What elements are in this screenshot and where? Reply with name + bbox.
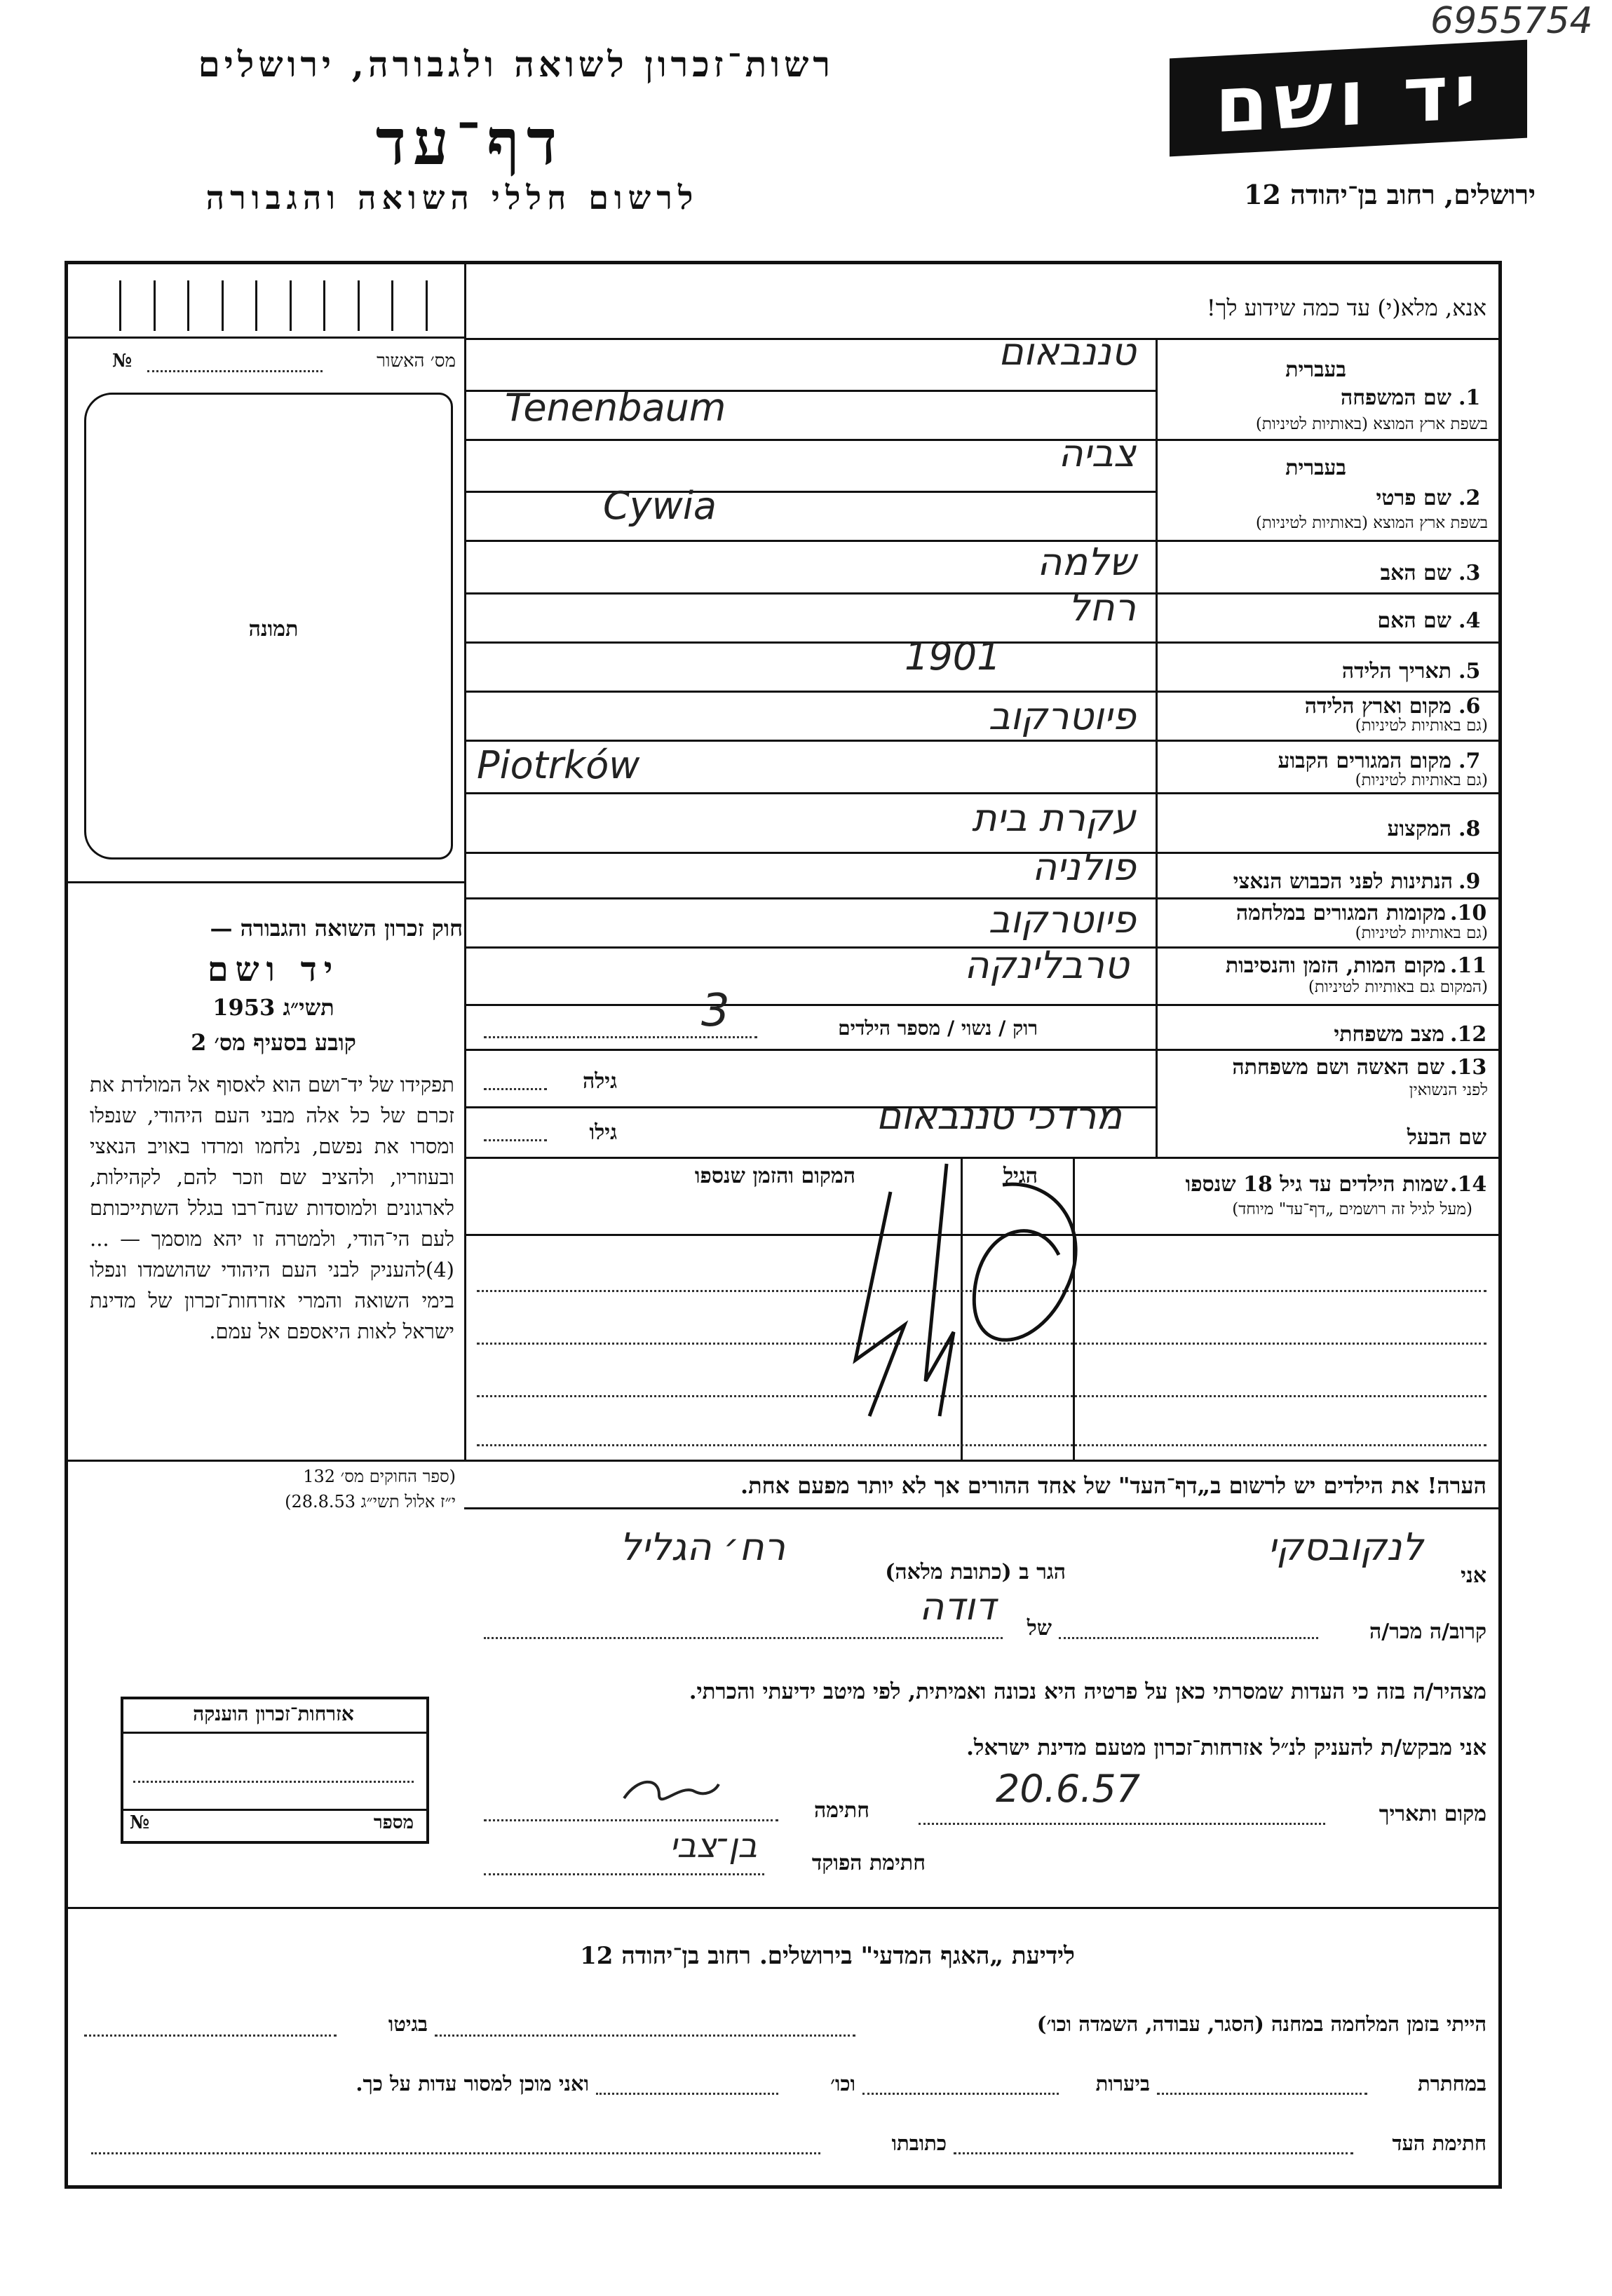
field-7-label: מקום המגורים הקבוע bbox=[1278, 749, 1451, 773]
field-12-num: 12. bbox=[1450, 1022, 1487, 1047]
children-sub: (מעל לגיל זה רושמים „דף־עד" מיוחד) bbox=[1232, 1200, 1472, 1218]
field-5-label: תאריך הלידה bbox=[1341, 659, 1451, 684]
declaration-place-date-label: מקום ותאריך bbox=[1379, 1802, 1486, 1826]
citizenship-box-title: אזרחות־זכרון הוענקה bbox=[193, 1702, 354, 1725]
field-2-value-latin: Cywia bbox=[603, 484, 717, 528]
approval-no-label: מס׳ האשור bbox=[377, 351, 456, 372]
field-11-num: 11. bbox=[1450, 953, 1487, 978]
law-citation-1: (ספר החוקים מס׳ 132 bbox=[303, 1467, 456, 1486]
bottom-title: לידיעת „האגף המדעי" בירושלים. רחוב בן־יהודה 12 bbox=[580, 1942, 1075, 1970]
field-10-num: 10. bbox=[1450, 901, 1487, 925]
declaration-place-date-value: 20.6.57 bbox=[996, 1767, 1141, 1811]
approval-ticks bbox=[119, 280, 428, 331]
field-2-sub: בשפת ארץ המוצא (באותיות לטיניות) bbox=[1255, 514, 1488, 532]
field-3-label: שם האב bbox=[1380, 561, 1451, 585]
field-9-num: 9. bbox=[1458, 869, 1481, 894]
signature-scribble bbox=[617, 1770, 722, 1812]
field-1-sub: בשפת ארץ המוצא (באותיות לטיניות) bbox=[1255, 415, 1488, 433]
field-3-num: 3. bbox=[1458, 561, 1481, 585]
field-13-sub: לפני הנשואין bbox=[1409, 1081, 1488, 1099]
cross-out-scribble bbox=[827, 1150, 1122, 1444]
declaration-ani-value: לנקובסקי bbox=[1268, 1525, 1423, 1569]
logo-text: יד ושם bbox=[1214, 46, 1482, 150]
field-2-label: שם פרטי bbox=[1376, 486, 1451, 510]
bottom-line2-c: וכו׳ bbox=[830, 2072, 855, 2095]
bottom-line2-a: במחתרת bbox=[1418, 2072, 1486, 2095]
field-6-label: מקום וארץ הלידה bbox=[1304, 694, 1451, 719]
bottom-line2-d: ואני מוכן למסור עדות על כך. bbox=[355, 2072, 589, 2095]
field-11-value: טרבלינקה bbox=[964, 943, 1129, 987]
field-1-value-latin: Tenenbaum bbox=[505, 386, 726, 430]
field-12-options: רוק / נשוי / מספר הילדים bbox=[838, 1017, 1038, 1040]
field-7-num: 7. bbox=[1458, 749, 1481, 773]
yad-vashem-logo bbox=[1170, 40, 1527, 157]
field-7-value: Piotrków bbox=[477, 743, 640, 787]
field-4-label: שם האם bbox=[1377, 609, 1451, 633]
field-12-label: מצב משפחתי bbox=[1334, 1022, 1444, 1047]
field-7-sub: (גם באותיות לטיניות) bbox=[1355, 771, 1488, 789]
field-1-hebrew-marker: בעברית bbox=[1285, 358, 1346, 382]
instruction: אנא, מלא(י) עד כמה שידוע לך! bbox=[1206, 294, 1486, 321]
field-13-label: שם האשה ושם משפחתה bbox=[1232, 1055, 1444, 1080]
declaration-ani-label: אני bbox=[1461, 1563, 1486, 1588]
field-3-value: שלמה bbox=[1037, 540, 1136, 584]
field-8-num: 8. bbox=[1458, 817, 1481, 841]
field-9-label: הנתינות לפני הכבוש הנאצי bbox=[1233, 869, 1453, 894]
form-title: דף־עד bbox=[375, 105, 564, 179]
children-place-header: המקום והזמן שנספו bbox=[694, 1164, 855, 1188]
citizenship-box-number-symbol: № bbox=[130, 1812, 150, 1833]
field-5-value: 1901 bbox=[905, 634, 1001, 679]
field-9-value: פולניה bbox=[1031, 845, 1136, 889]
field-11-sub: (המקום גם באותיות לטיניות) bbox=[1308, 978, 1488, 996]
husband-value: מרדכי טננבאום bbox=[876, 1094, 1122, 1138]
declaration-request: אני מבקש/ת להעניק לנ״ל אזרחות־זכרון מטעם מדינת ישראל. bbox=[966, 1735, 1486, 1760]
bottom-line2-b: ביערות bbox=[1095, 2072, 1150, 2095]
children-age-header: הגיל bbox=[1003, 1164, 1038, 1188]
declaration-officer-value: בן־צבי bbox=[669, 1826, 757, 1866]
bottom-line1-a: הייתי בזמן המלחמה במחנה (הסגר, עבודה, השמדה וכו׳) bbox=[1036, 2012, 1486, 2036]
wife-age-label: גילה bbox=[582, 1069, 617, 1094]
field-13-num: 13. bbox=[1450, 1055, 1487, 1080]
law-citation-2: י״ז אלול תשי״ג 28.8.53) bbox=[285, 1492, 456, 1512]
field-5-num: 5. bbox=[1458, 659, 1481, 684]
declaration-signature-label: חתימה bbox=[814, 1798, 869, 1823]
field-6-num: 6. bbox=[1458, 694, 1481, 719]
field-12-value: 3 bbox=[701, 985, 730, 1037]
form-subtitle: לרשום חללי השואה והגבורה bbox=[205, 179, 699, 217]
bottom-line3-a: חתימת העד bbox=[1392, 2131, 1486, 2155]
field-2-hebrew-marker: בעברית bbox=[1285, 456, 1346, 480]
authority-title: רשות־זכרון לשואה ולגבורה, ירושלים bbox=[198, 43, 834, 85]
field-1-label: שם המשפחה bbox=[1340, 386, 1451, 410]
husband-age-label: גילו bbox=[589, 1120, 617, 1145]
citizenship-box-number-label: מספר bbox=[373, 1812, 414, 1833]
law-body: תפקידו של יד־ושם הוא לאסוף אל המולדת את זכרם של כל אלה מבני העם היהודי, שנפלו ומסרו את נפשם, נלחמו ומרדו באויב הנאצי ובעוזריו, ולהציב שם וזכר להם, לקהילות, לארגונים ולמוסדות שנח־רבו בגלל השתייכותם לעם הי־הודי, ולמטרה זו יהא מוסמך — ...(4)להעניק לבני העם היהודי שהושמדו ונפלו בימי השואה והמרי אזרחות־זכרון של מדינת ישראל לאות היאספם אל עמם. bbox=[90, 1073, 454, 1343]
field-8-label: המקצוע bbox=[1387, 817, 1451, 841]
bottom-line1-b: בגיטו bbox=[388, 2012, 428, 2036]
children-num: 14. bbox=[1450, 1172, 1487, 1197]
corner-number: 6955754 bbox=[1430, 0, 1593, 42]
law-clause: קובע בסעיף מס׳ 2 bbox=[191, 1029, 356, 1056]
field-1-num: 1. bbox=[1458, 386, 1481, 410]
field-2-num: 2. bbox=[1458, 486, 1481, 510]
photo-label: תמונה bbox=[248, 617, 299, 641]
declaration-of-label: של bbox=[1027, 1616, 1052, 1641]
field-2-value-hebrew: צביה bbox=[1058, 431, 1136, 475]
note: הערה! את הילדים יש לרשום ב„דף־העד" של אחד ההורים אך לא יותר מפעם אחת. bbox=[740, 1472, 1486, 1499]
husband-label: שם הבעל bbox=[1407, 1125, 1486, 1150]
field-1-value-hebrew: טננבאום bbox=[998, 330, 1136, 374]
law-title: חוק זכרון השואה והגבורה — bbox=[210, 915, 463, 942]
declaration-statement: מצהיר/ה בזה כי העדות שמסרתי כאן על פרטיה היא נכונה ואמיתית, לפי מיטב ידיעתי והכרתי. bbox=[689, 1679, 1486, 1704]
field-11-label: מקום המות, הזמן והנסיבות bbox=[1225, 953, 1446, 978]
declaration-officer-label: חתימת הפוקד bbox=[811, 1851, 926, 1875]
field-4-num: 4. bbox=[1458, 609, 1481, 633]
declaration-of-value: דודה bbox=[919, 1584, 996, 1629]
declaration-relative-label: קרוב/ה מכר/ה bbox=[1369, 1619, 1486, 1644]
law-name: יד ושם bbox=[207, 950, 340, 989]
law-year: תשי״ג 1953 bbox=[212, 994, 334, 1021]
declaration-signature-mark bbox=[617, 1770, 722, 1821]
field-6-sub: (גם באותיות לטיניות) bbox=[1355, 716, 1488, 735]
field-4-value: רחל bbox=[1068, 585, 1136, 630]
declaration-resides-label: הגר ב (כתובת מלאה) bbox=[885, 1560, 1066, 1584]
field-8-value: עקרת בית bbox=[971, 796, 1136, 840]
field-10-value: פיוטרקוב bbox=[988, 897, 1136, 942]
bottom-line3-b: כתובתו bbox=[891, 2131, 947, 2155]
declaration-resides-value: רח׳ הגליל bbox=[619, 1525, 785, 1569]
children-label: שמות הילדים עד גיל 18 שנספו bbox=[1185, 1172, 1448, 1197]
field-10-sub: (גם באותיות לטיניות) bbox=[1355, 924, 1488, 942]
approval-no-symbol: № bbox=[112, 351, 133, 372]
field-10-label: מקומות המגורים במלחמה bbox=[1235, 901, 1446, 925]
address: ירושלים, רחוב בן־יהודה 12 bbox=[1244, 179, 1536, 210]
field-6-value: פיוטרקוב bbox=[988, 694, 1136, 738]
